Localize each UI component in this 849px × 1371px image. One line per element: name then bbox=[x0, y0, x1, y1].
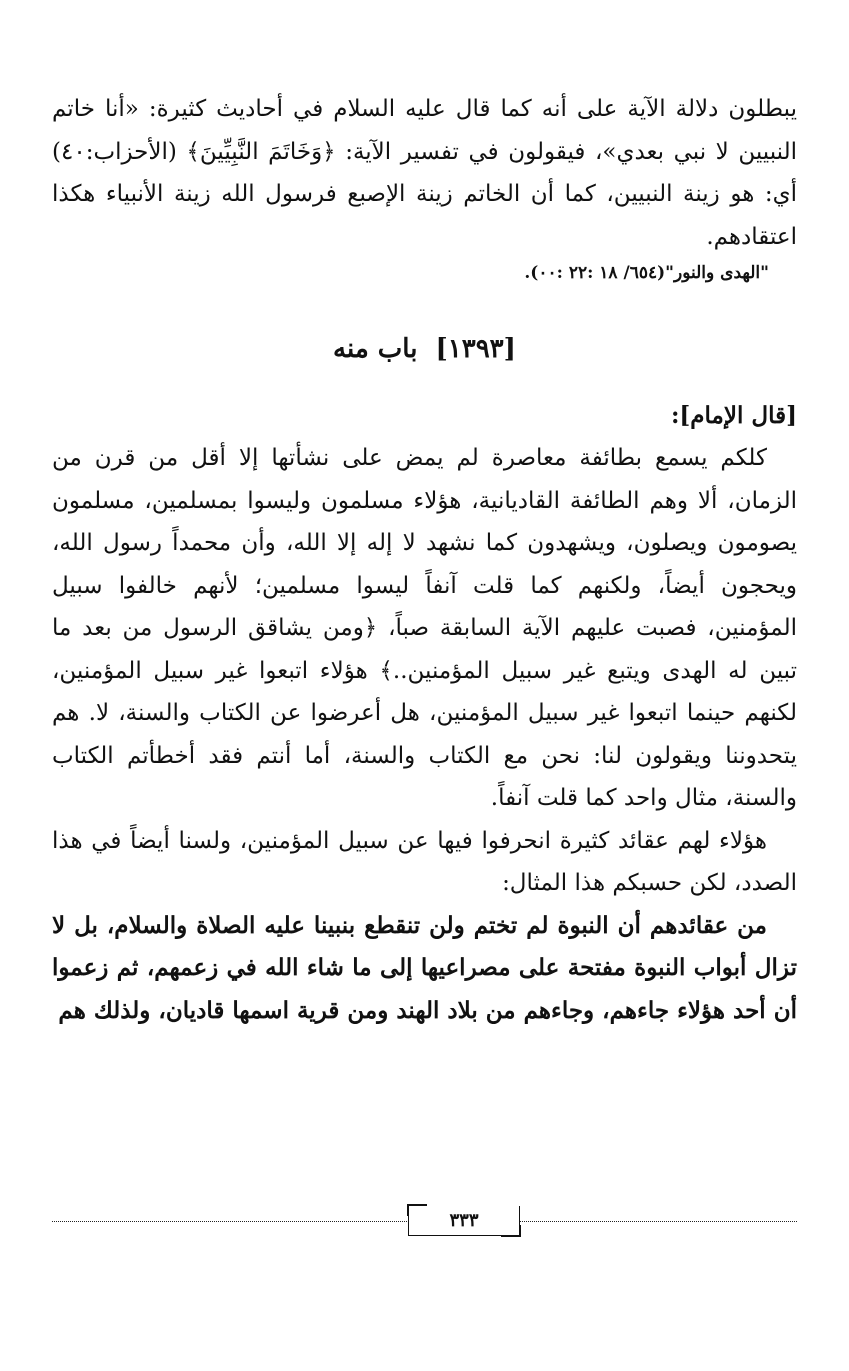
intro-paragraph: يبطلون دلالة الآية على أنه كما قال عليه السلام في أحاديث كثيرة: «أنا خاتم النبيين لا نبي بعدي»، فيقولون في تفسير الآية: ﴿وَخَاتَمَ النَّبِيِّينَ﴾ (الأحزاب:٤٠) أي: هو زينة النبيين، كما أن الخاتم زينة الإصبع فرسول الله زينة الأنبياء هكذا اعتقادهم. bbox=[52, 96, 797, 250]
source-citation: "الهدى والنور"(٦٥٤/ ١٨ :٢٢ :٠٠). bbox=[524, 263, 769, 283]
speaker-label: [قال الإمام]: bbox=[670, 401, 797, 429]
body-paragraph: من عقائدهم أن النبوة لم تختم ولن تنقطع بنبينا عليه الصلاة والسلام، بل لا تزال أبواب النبوة مفتحة على مصراعيها إلى ما شاء الله في زعمهم، ثم زعموا أن أحد هؤلاء جاءهم، وجاءهم من بلاد الهند ومن قرية اسمها قاديان، ولذلك هم bbox=[52, 911, 797, 1024]
chapter-title: باب منه bbox=[333, 334, 418, 364]
page-number: ٣٣٣ bbox=[449, 1210, 479, 1231]
page-content bbox=[52, 88, 797, 1032]
ornament-corner-icon bbox=[501, 1225, 521, 1237]
page-footer bbox=[52, 1206, 797, 1242]
chapter-number: [١٣٩٣] bbox=[435, 334, 516, 364]
chapter-heading bbox=[52, 328, 797, 371]
page-number-frame bbox=[408, 1206, 520, 1236]
body-paragraph: هؤلاء لهم عقائد كثيرة انحرفوا فيها عن سبيل المؤمنين، ولسنا أيضاً في هذا الصدد، لكن حسبكم هذا المثال: bbox=[52, 827, 797, 896]
ornament-corner-icon bbox=[407, 1204, 427, 1216]
body-paragraph: كلكم يسمع بطائفة معاصرة لم يمض على نشأتها إلا أقل من قرن من الزمان، ألا وهم الطائفة القاديانية، هؤلاء مسلمون وليسوا بمسلمين، مسلمون يصومون ويصلون، ويشهدون كما نشهد لا إله إلا الله، وأن محمداً رسول الله، ويحجون أيضاً، ولكنهم كما قلت آنفاً ليسوا مسلمين؛ لأنهم خالفوا سبيل المؤمنين، فصبت عليهم الآية السابقة صباً، ﴿ومن يشاقق الرسول من بعد ما تبين له الهدى ويتبع غير سبيل المؤمنين..﴾ هؤلاء اتبعوا غير سبيل المؤمنين، لكنهم حينما اتبعوا غير سبيل المؤمنين، هل أعرضوا عن الكتاب والسنة، لا. هم يتحدوننا ويقولون لنا: نحن مع الكتاب والسنة، أما أنتم فقد أخطأتم الكتاب والسنة، مثال واحد كما قلت آنفاً. bbox=[52, 445, 797, 811]
